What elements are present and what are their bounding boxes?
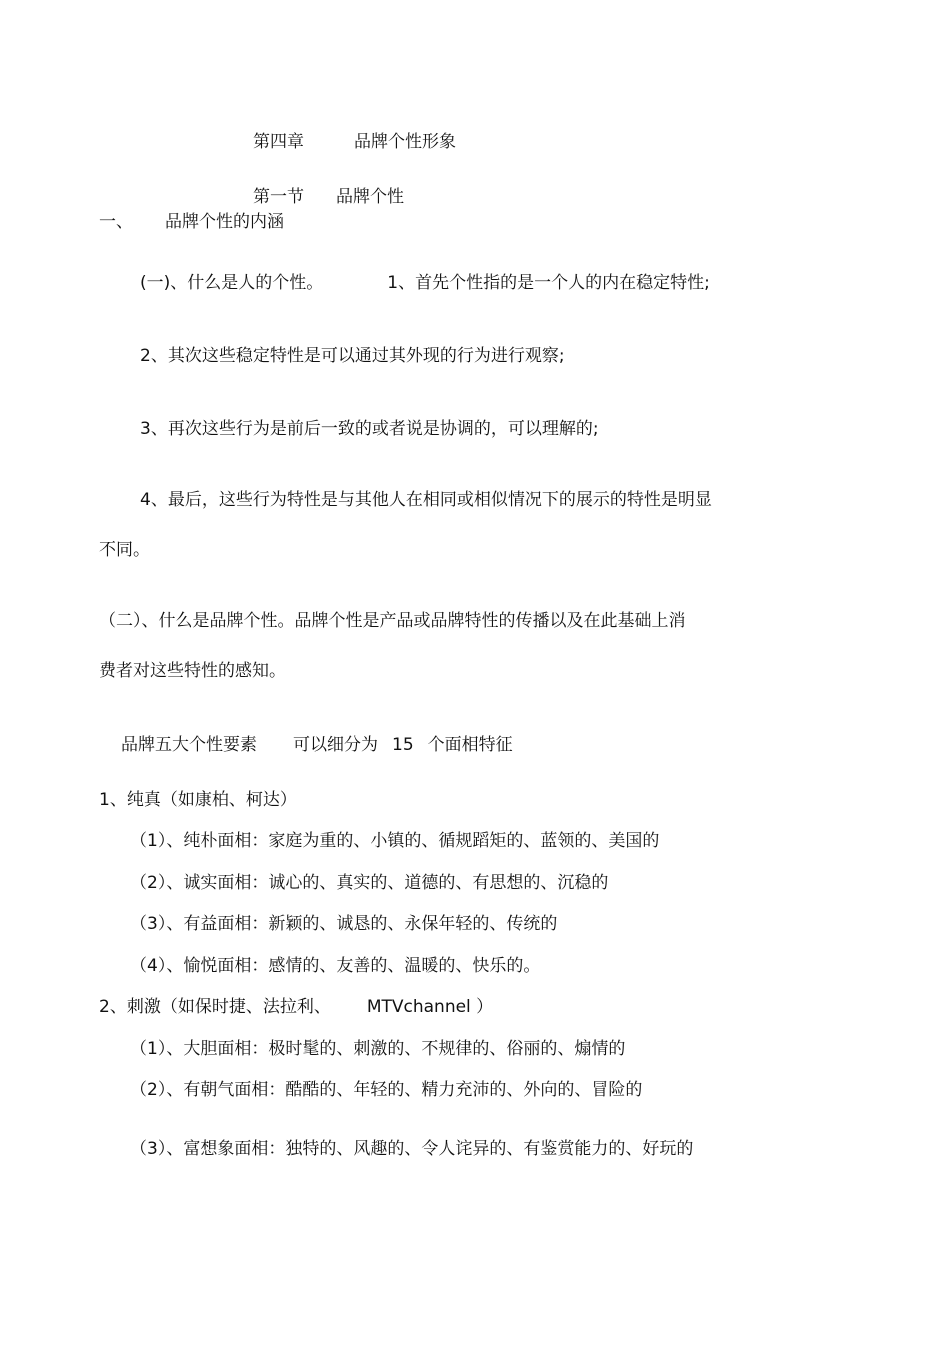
category-1-item: （3）、有益面相：新颖的、诚恳的、永保年轻的、传统的 [130,914,558,934]
summary-left: 品牌五大个性要素 [121,735,257,755]
part-heading [99,211,284,233]
category-1-item: （1）、纯朴面相：家庭为重的、小镇的、循规蹈矩的、蓝领的、美国的 [130,831,660,851]
category-2-item: （1）、大胆面相：极时髦的、刺激的、不规律的、俗丽的、煽情的 [130,1039,626,1059]
chapter-heading [253,131,456,153]
summary-line [121,734,513,756]
chapter-title: 品牌个性形象 [354,132,456,152]
category-2-item: （3）、富想象面相：独特的、风趣的、令人诧异的、有鉴赏能力的、好玩的 [130,1139,694,1159]
part-number: 一、 [99,212,133,232]
category-1-item: （2）、诚实面相：诚心的、真实的、道德的、有思想的、沉稳的 [130,873,609,893]
section-title: 品牌个性 [336,187,404,207]
person-question: (一)、什么是人的个性。 [140,273,324,293]
person-point-3: 3、再次这些行为是前后一致的或者说是协调的，可以理解的; [140,419,599,439]
category-2-title-brand: MTVchannel ） [366,997,494,1017]
person-point-2: 2、其次这些稳定特性是可以通过其外现的行为进行观察; [140,346,565,366]
section-heading [253,186,404,208]
summary-right: 个面相特征 [427,735,513,755]
brand-paragraph-line-1: （二）、什么是品牌个性。品牌个性是产品或品牌特性的传播以及在此基础上消 [99,611,686,631]
brand-paragraph-line-2: 费者对这些特性的感知。 [99,661,286,681]
category-2-title [99,996,493,1018]
category-2-item: （2）、有朝气面相：酷酷的、年轻的、精力充沛的、外向的、冒险的 [130,1080,643,1100]
part-title: 品牌个性的内涵 [165,212,284,232]
chapter-number: 第四章 [253,132,304,152]
person-point-4-line-2: 不同。 [99,540,150,560]
summary-number: 15 [392,735,414,755]
person-point-4-line-1: 4、最后，这些行为特性是与其他人在相同或相似情况下的展示的特性是明显 [140,490,712,510]
category-1-title: 1、纯真（如康柏、柯达） [99,790,297,810]
summary-mid: 可以细分为 [293,735,378,755]
person-point-1: 1、首先个性指的是一个人的内在稳定特性; [387,273,710,293]
section-number: 第一节 [253,187,304,207]
category-1-item: （4）、愉悦面相：感情的、友善的、温暖的、快乐的。 [130,956,541,976]
person-question-line [140,272,710,294]
category-2-title-text: 2、刺激（如保时捷、法拉利、 [99,997,331,1017]
